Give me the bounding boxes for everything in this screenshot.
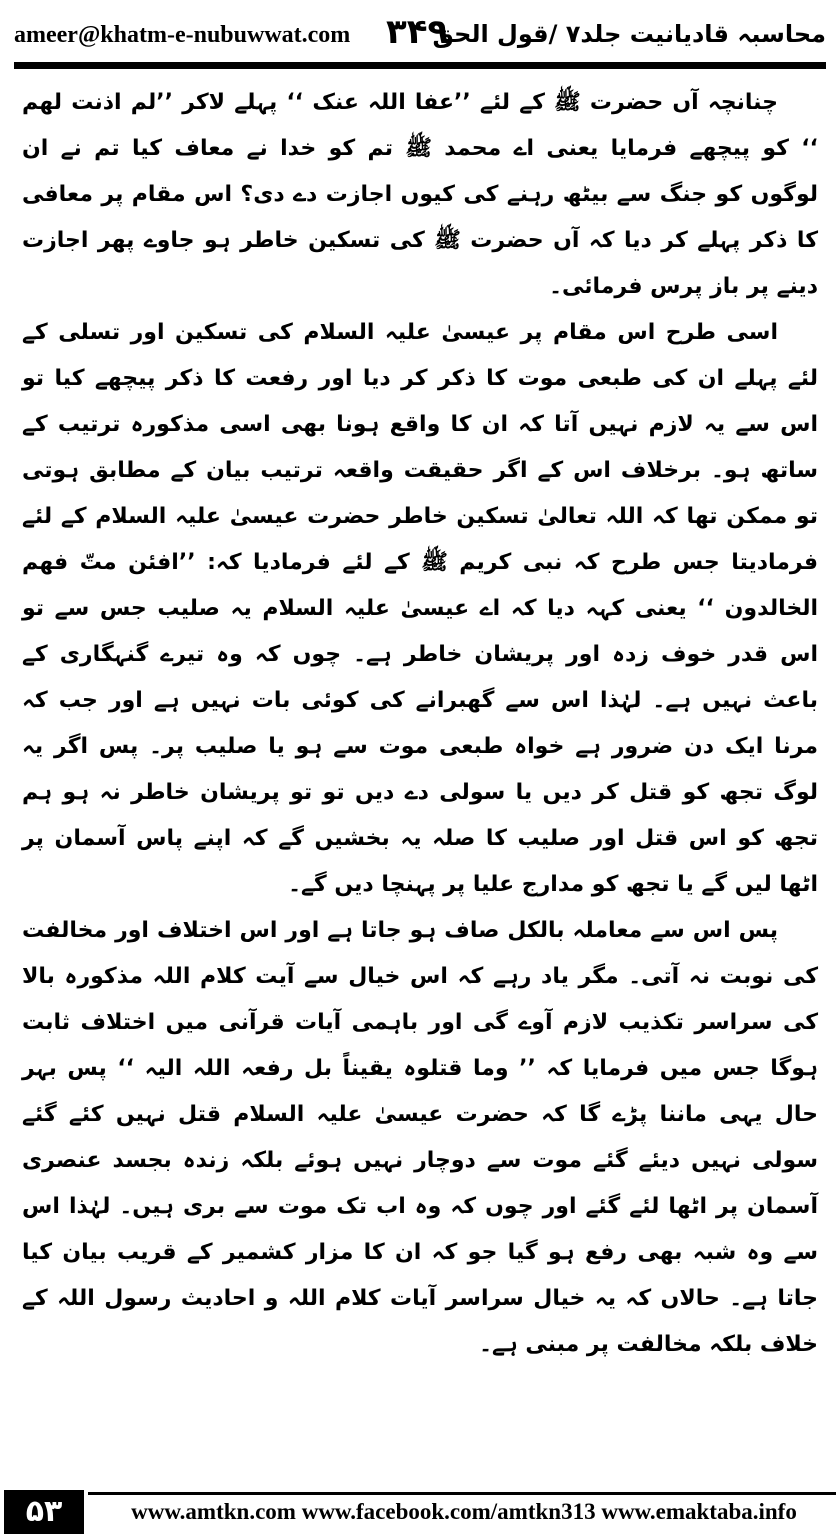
footer-page-number: ۵۳: [4, 1490, 84, 1534]
paragraph-3: پس اس سے معاملہ بالکل صاف ہو جاتا ہے اور اس اختلاف اور مخالفت کی نوبت نہ آتی۔ مگر یاد رہے کہ اس خیال سے آیت کلام اللہ مذکورہ بالا کی سراسر تکذیب لازم آوے گی اور باہمی آیات قرآنی میں اختلاف ثابت ہوگا جس میں فرمایا کہ ’’ وما قتلوہ یقیناً بل رفعہ اللہ الیہ ‘‘ پس بہر حال یہی ماننا پڑے گا کہ حضرت عیسیٰ علیہ السلام قتل نہیں کئے گئے سولی نہیں دیئے گئے موت سے دوچار نہیں ہوئے بلکہ زندہ بجسد عنصری آسمان پر اٹھا لئے گئے اور چوں کہ وہ اب تک موت سے بری ہیں۔ لہٰذا اس سے وہ شبہ بھی رفع ہو گیا جو کہ ان کا مزار کشمیر کے قریب بیان کیا جاتا ہے۔ حالاں کہ یہ خیال سراسر آیات کلام اللہ و احادیث رسول اللہ کے خلاف بلکہ مخالفت پر مبنی ہے۔: [22, 918, 818, 1357]
page-body: [22, 80, 818, 1368]
header-divider: [14, 62, 826, 69]
paragraph-1: چنانچہ آں حضرت ﷺ کے لئے ’’عفا اللہ عنک ‘‘ پہلے لاکر ’’لم اذنت لھم ‘‘ کو پیچھے فرمایا یعنی اے محمد ﷺ تم کو خدا نے معاف کیا تم نے ان لوگوں کو جنگ سے بیٹھ رہنے کی کیوں اجازت دے دی؟ اس مقام پر معافی کا ذکر پہلے کر دیا کہ آں حضرت ﷺ کی تسکین خاطر ہو جاوے پھر اجازت دینے پر باز پرس فرمائی۔: [22, 90, 818, 299]
header-book-title: محاسبہ قادیانیت جلد۷ /قول الحق: [432, 20, 826, 48]
header-email: ameer@khatm-e-nubuwwat.com: [14, 22, 351, 48]
page-header: [0, 0, 840, 70]
footer-urls: www.amtkn.com www.facebook.com/amtkn313 www.emaktaba.info: [131, 1499, 797, 1524]
footer-divider: [88, 1492, 836, 1495]
header-page-number: ۳۴۹: [386, 12, 449, 52]
paragraph-2: اسی طرح اس مقام پر عیسیٰ علیہ السلام کی تسکین اور تسلی کے لئے پہلے ان کی طبعی موت کا ذکر کر دیا اور رفعت کا ذکر پیچھے کیا تو اس سے یہ لازم نہیں آتا کہ ان کا واقع ہونا بھی اسی مذکورہ ترتیب کے ساتھ ہو۔ برخلاف اس کے اگر حقیقت واقعہ ترتیب بیان کے مطابق ہوتی تو ممکن تھا کہ اللہ تعالیٰ تسکین خاطر حضرت عیسیٰ علیہ السلام کے لئے فرمادیتا جس طرح کہ نبی کریم ﷺ کے لئے فرمادیا کہ: ’’افئن متّ فھم الخالدون ‘‘ یعنی کہہ دیا کہ اے عیسیٰ علیہ السلام یہ صلیب جس سے تو اس قدر خوف زدہ اور پریشان خاطر ہے۔ چوں کہ وہ تیرے گنہگاری کے باعث نہیں ہے۔ لہٰذا اس سے گھبرانے کی کوئی بات نہیں ہے اور جب کہ مرنا ایک دن ضرور ہے خواہ طبعی موت سے ہو یا صلیب پر۔ پس اگر یہ لوگ تجھ کو قتل کر دیں یا سولی دے دیں تو تو پریشان خاطر نہ ہو ہم تجھ کو اس قتل اور صلیب کا صلہ یہ بخشیں گے کہ اپنے پاس آسمان پر اٹھا لیں گے یا تجھ کو مدارج علیا پر پہنچا دیں گے۔: [22, 320, 818, 897]
page-footer: [0, 1488, 840, 1540]
